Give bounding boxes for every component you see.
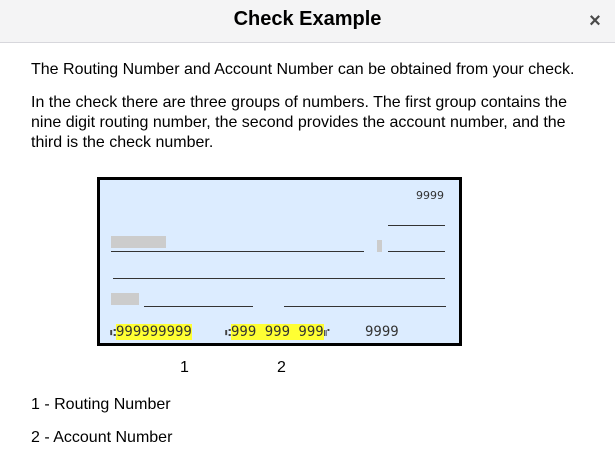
- account-symbol: ⑆: [225, 328, 231, 339]
- on-us-symbol: ⑈: [323, 328, 330, 339]
- payee-label-placeholder: [111, 236, 166, 248]
- memo-line: [144, 306, 253, 307]
- marker-1: 1: [180, 359, 189, 376]
- routing-symbol: ⑆: [110, 328, 116, 339]
- check-illustration: [97, 177, 462, 346]
- amount-words-line: [113, 278, 445, 279]
- date-line: [388, 225, 445, 226]
- check-number-top: 9999: [416, 189, 444, 202]
- marker-2: 2: [277, 359, 286, 376]
- routing-number: 999999999: [116, 324, 192, 340]
- dialog-title: Check Example: [233, 8, 382, 30]
- description-text: In the check there are three groups of numbers. The first group contains the nine digit routing number, the second provides the account number, and the third is the check number.: [31, 94, 568, 151]
- legend-item-account: 2 - Account Number: [31, 429, 173, 446]
- check-number-group: [365, 321, 399, 343]
- routing-group: [110, 321, 192, 343]
- intro-text: The Routing Number and Account Number can be obtained from your check.: [31, 61, 575, 78]
- payee-line: [111, 251, 364, 252]
- legend-item-routing: 1 - Routing Number: [31, 396, 171, 413]
- check-number: 9999: [365, 324, 399, 340]
- dollar-sign-placeholder: [377, 240, 382, 252]
- memo-label-placeholder: [111, 293, 139, 305]
- close-icon[interactable]: ×: [589, 10, 601, 32]
- amount-line: [388, 251, 445, 252]
- account-number: 999 999 999: [231, 324, 324, 340]
- dialog-header: [0, 0, 615, 43]
- signature-line: [284, 306, 446, 307]
- account-group: [225, 321, 330, 343]
